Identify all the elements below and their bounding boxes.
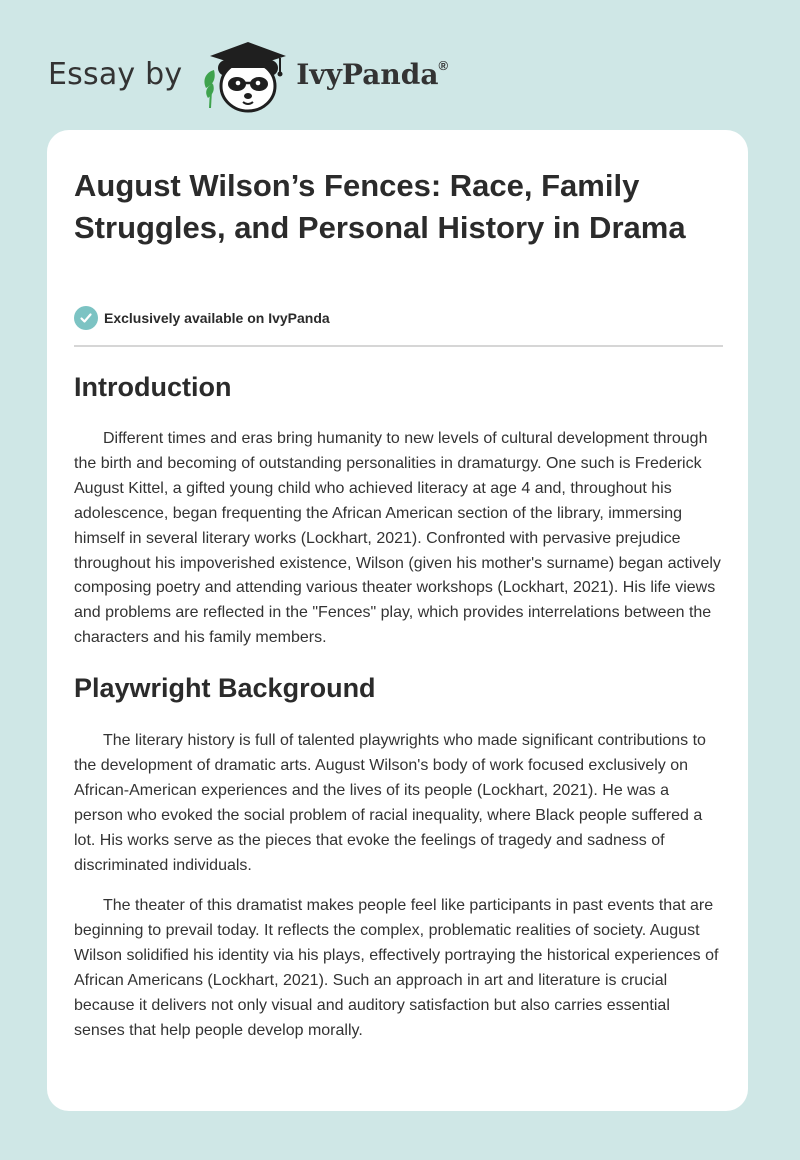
paragraph-playwright-background-2: The theater of this dramatist makes people feel like participants in past events that are beginning to prevail today. It reflects the complex, problematic realities of society. August Wilson solidified his identity via his plays, effectively portraying the historical experiences of African Americans (Lockhart, 2021). Such an approach in art and literature is crucial because it delivers not only visual and auditory satisfaction but also carries essential senses that help people develop morally. <box>74 897 719 1039</box>
brand-name-text: IvyPanda <box>296 57 439 91</box>
registered-mark: ® <box>438 58 449 74</box>
exclusive-badge <box>74 306 330 330</box>
panda-graduate-logo-icon[interactable] <box>200 36 292 116</box>
section-heading-playwright-background: Playwright Background <box>74 673 376 703</box>
essay-by-label: Essay by <box>48 56 183 92</box>
title-divider <box>74 345 723 347</box>
paragraph-introduction-1: Different times and eras bring humanity to new levels of cultural development through the birth and becoming of outstanding personalities in dramaturgy. One such is Frederick August Kittel, a gifted young child who achieved literacy at age 4 and, throughout his adolescence, began frequenting the African American section of the library, immersing himself in several literary works (Lockhart, 2021). Confronted with pervasive prejudice throughout his impoverished existence, Wilson (given his mother's surname) began actively composing poetry and attending various theater workshops (Lockhart, 2021). His life views and problems are reflected in the "Fences" play, which provides interrelations between the characters and his family members. <box>74 430 721 647</box>
exclusive-badge-text: Exclusively available on IvyPanda <box>104 310 330 326</box>
paragraph-playwright-background-1: The literary history is full of talented playwrights who made significant contributions to the development of dramatic arts. August Wilson's body of work focused exclusively on African-American experiences and the lives of its people (Lockhart, 2021). He was a person who evoked the social problem of racial inequality, where Black people suffered a lot. His works serve as the pieces that evoke the feelings of tragedy and sadness of discriminated individuals. <box>74 732 706 874</box>
site-header <box>48 36 448 116</box>
check-circle-icon <box>74 306 98 330</box>
essay-title: August Wilson’s Fences: Race, Family Struggles, and Personal History in Drama <box>74 168 686 245</box>
essay-card <box>47 130 748 1111</box>
section-heading-introduction: Introduction <box>74 372 232 402</box>
brand-name[interactable] <box>296 58 448 91</box>
